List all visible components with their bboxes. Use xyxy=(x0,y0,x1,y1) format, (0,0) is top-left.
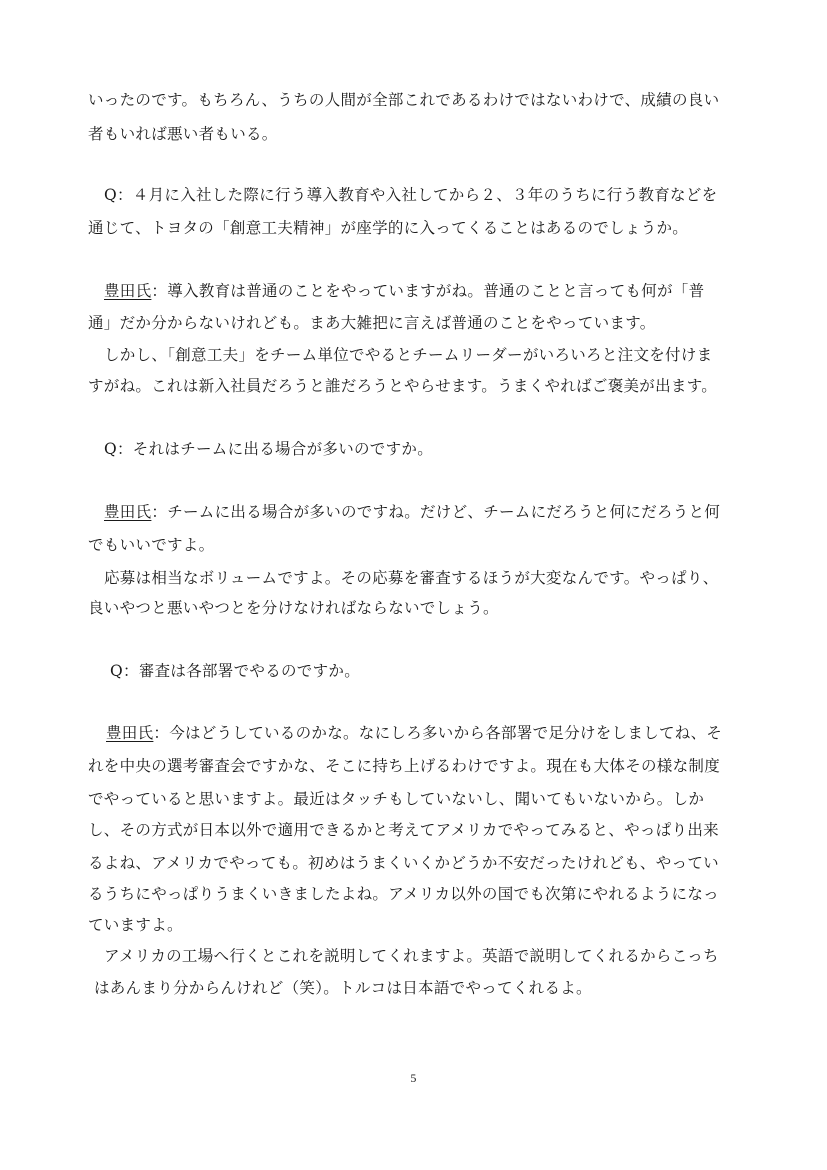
answer-line xyxy=(104,281,704,301)
text-line: るよね、アメリカでやっても。初めはうまくいくかどうか不安だったけれども、やってい xyxy=(88,854,719,872)
answer-text: ：チームに出る場合が多いのですね。だけど、チームにだろうと何にだろうと何 xyxy=(151,503,721,521)
text-line: すがね。これは新入社員だろうと誰だろうとやらせます。うまくやればご褒美が出ます。 xyxy=(88,377,718,395)
text-line: 良いやつと悪いやつとを分けなければならないでしょう。 xyxy=(88,599,499,617)
text-line: し、その方式が日本以外で適用できるかと考えてアメリカでやってみると、やっぱり出来 xyxy=(88,821,719,839)
text-line: 者もいれば悪い者もいる。 xyxy=(88,125,278,143)
text-line: でやっていると思いますよ。最近はタッチもしていないし、聞いてもいないから。しか xyxy=(88,790,705,808)
text-line: れを中央の選考審査会ですかな、そこに持ち上げるわけですよ。現在も大体その様な制度 xyxy=(88,757,721,775)
text-line: いったのです。もちろん、うちの人間が全部これであるわけではないわけで、成績の良い xyxy=(88,91,720,109)
question-line: Q：４月に入社した際に行う導入教育や入社してから２、３年のうちに行う教育などを xyxy=(104,186,718,204)
page-number: 5 xyxy=(410,1071,417,1085)
answer-line xyxy=(104,502,720,522)
question-line: Q：それはチームに出る場合が多いのですか。 xyxy=(104,440,434,458)
answer-line xyxy=(106,723,722,743)
speaker-name: 豊田氏 xyxy=(104,282,152,300)
question-line: Q：審査は各部署でやるのですか。 xyxy=(110,662,361,680)
text-line: アメリカの工場へ行くとこれを説明してくれますよ。英語で説明してくれるからこっち xyxy=(104,947,719,965)
text-line: 通じて、トヨタの「創意工夫精神」が座学的に入ってくることはあるのでしょうか。 xyxy=(88,219,689,237)
text-line: 応募は相当なボリュームですよ。その応募を審査するほうが大変なんです。やっぱり、 xyxy=(104,569,719,587)
text-line: 通」だか分からないけれども。まあ大雑把に言えば普通のことをやっています。 xyxy=(88,314,656,332)
speaker-name: 豊田氏 xyxy=(106,724,154,742)
text-line: でもいいですよ。 xyxy=(88,536,215,554)
answer-text: ：導入教育は普通のことをやっていますがね。普通のことと言っても何が「普 xyxy=(151,282,705,300)
text-line: ていますよ。 xyxy=(88,916,183,934)
text-line: はあんまり分からんけれど（笑）。トルコは日本語でやってくれるよ。 xyxy=(94,979,592,997)
text-line: しかし、「創意工夫」をチーム単位でやるとチームリーダーがいろいろと注文を付けま xyxy=(104,346,713,364)
text-line: るうちにやっぱりうまくいきましたよね。アメリカ以外の国でも次第にやれるようになっ xyxy=(88,885,719,903)
speaker-name: 豊田氏 xyxy=(104,503,152,521)
answer-text: ：今はどうしているのかな。なにしろ多いから各部署で足分けをしましてね、そ xyxy=(153,724,723,742)
